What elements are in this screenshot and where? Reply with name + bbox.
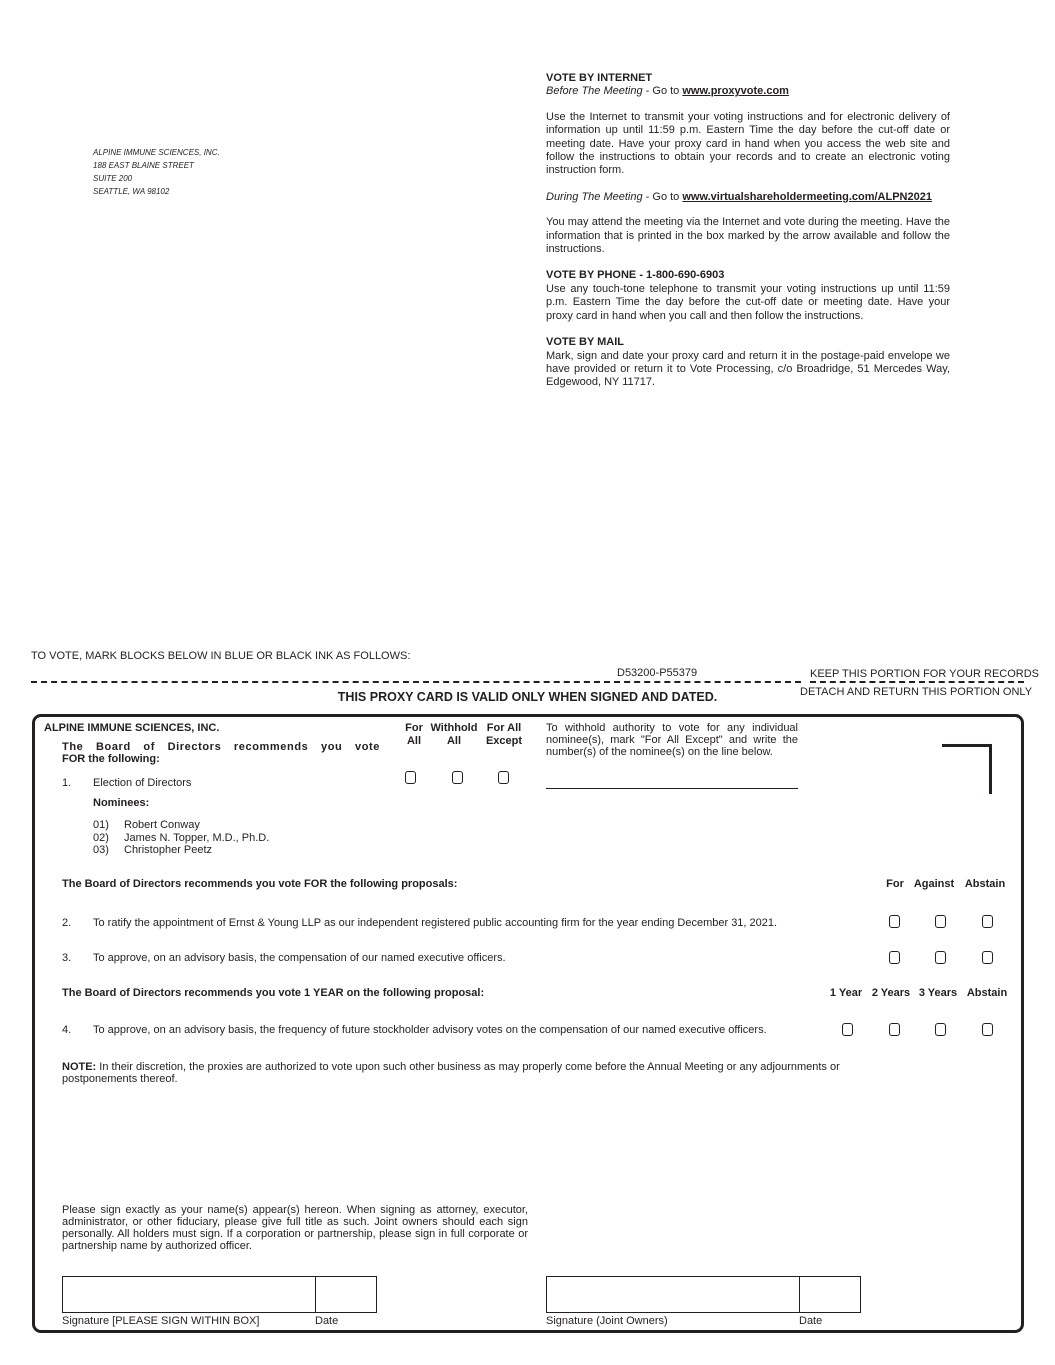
nominee-row: [93, 844, 269, 857]
date-label: Date: [315, 1315, 339, 1327]
item3-abstain-checkbox[interactable]: [982, 951, 993, 964]
item2-number: 2.: [62, 917, 72, 929]
item1-text: Election of Directors: [93, 777, 192, 789]
item3-against-checkbox[interactable]: [935, 951, 946, 964]
detach-line: [31, 681, 801, 683]
detach-portion-label: DETACH AND RETURN THIS PORTION ONLY: [800, 686, 1033, 698]
frequency-heading: The Board of Directors recommends you vote 1 YEAR on the following proposal:: [62, 987, 485, 999]
vote-phone-text: Use any touch-tone telephone to transmit your voting instructions up until 11:59 p.m. Eastern Time the day before the cut-off date or meeting date. Have your proxy card in hand when you call and then follow the instructions.: [546, 282, 950, 322]
nominee-row: [93, 832, 269, 845]
for-all-except-checkbox[interactable]: [498, 771, 509, 784]
board-rec-line2: FOR the following:: [62, 753, 160, 765]
nominee-number: 01): [93, 819, 109, 831]
keep-portion-label: KEEP THIS PORTION FOR YOUR RECORDS: [810, 668, 1040, 680]
nominee-name: James N. Topper, M.D., Ph.D.: [124, 831, 270, 844]
col-abstain: Abstain: [964, 878, 1006, 890]
before-goto: - Go to: [642, 85, 683, 98]
valid-notice: THIS PROXY CARD IS VALID ONLY WHEN SIGNED AND DATED.: [337, 690, 718, 704]
during-goto: - Go to: [642, 190, 683, 203]
item4-2-years-checkbox[interactable]: [889, 1023, 900, 1036]
address-line: SUITE 200: [93, 174, 133, 183]
col-1-year: 1 Year: [829, 987, 863, 999]
col-3-years: 3 Years: [918, 987, 958, 999]
control-number: D53200-P55379: [613, 667, 701, 680]
company-name: ALPINE IMMUNE SCIENCES, INC.: [44, 722, 220, 734]
nominee-row: [93, 819, 269, 832]
address-line: ALPINE IMMUNE SCIENCES, INC.: [93, 148, 220, 157]
nominee-name: Christopher Peetz: [124, 844, 213, 856]
proposals-heading: The Board of Directors recommends you vote FOR the following proposals:: [62, 878, 458, 890]
item4-text: To approve, on an advisory basis, the frequency of future stockholder advisory votes on the compensation of our named executive officers.: [93, 1024, 767, 1036]
signature-label: Signature [PLEASE SIGN WITHIN BOX]: [62, 1315, 260, 1327]
item2-abstain-checkbox[interactable]: [982, 915, 993, 928]
col-except-line: Except: [485, 735, 523, 748]
during-meeting-line: [546, 191, 950, 204]
before-meeting-text: Use the Internet to transmit your voting instructions and for electronic delivery of information up until 11:59 p.m. Eastern Time the day before the cut-off date or meeting date. Have your proxy card in hand when you access the web site and follow the instructions to obtain your records and to create an electronic voting instruction form.: [546, 110, 950, 177]
during-meeting-text: You may attend the meeting via the Internet and vote during the meeting. Have the information that is printed in the box marked by the arrow available and follow the instructions.: [546, 216, 950, 256]
item4-3-years-checkbox[interactable]: [935, 1023, 946, 1036]
item3-number: 3.: [62, 952, 72, 964]
nominee-number: 02): [93, 831, 109, 844]
for-all-checkbox[interactable]: [405, 771, 416, 784]
board-rec-line1: The Board of Directors recommends you vote: [62, 741, 380, 753]
col-for-all-line: All: [406, 735, 422, 748]
proxyvote-link[interactable]: www.proxyvote.com: [682, 85, 789, 98]
joint-signature-label: Signature (Joint Owners): [546, 1315, 668, 1327]
vote-phone-heading: VOTE BY PHONE - 1-800-690-6903: [546, 269, 725, 282]
nominees-label: Nominees:: [93, 797, 150, 809]
ink-instruction: TO VOTE, MARK BLOCKS BELOW IN BLUE OR BLACK INK AS FOLLOWS:: [31, 650, 411, 662]
nominee-write-in-line[interactable]: [546, 788, 798, 789]
col-withhold-line: All: [446, 735, 462, 748]
joint-date-label: Date: [799, 1315, 823, 1327]
item2-for-checkbox[interactable]: [889, 915, 900, 928]
control-box-corner-marker: [942, 744, 992, 794]
joint-date-box[interactable]: [799, 1276, 861, 1313]
vote-internet-heading: VOTE BY INTERNET: [546, 72, 653, 84]
note-label: NOTE:: [62, 1061, 97, 1073]
signature-box[interactable]: [62, 1276, 316, 1313]
address-line: 188 EAST BLAINE STREET: [93, 161, 194, 170]
col-abstain-frequency: Abstain: [966, 987, 1008, 999]
nominee-list: [93, 819, 269, 857]
item3-text: To approve, on an advisory basis, the compensation of our named executive officers.: [93, 952, 506, 964]
note: [62, 1061, 868, 1085]
nominee-number: 03): [93, 844, 109, 856]
col-2-years: 2 Years: [871, 987, 911, 999]
date-box[interactable]: [315, 1276, 377, 1313]
withhold-all-checkbox[interactable]: [452, 771, 463, 784]
col-against: Against: [913, 878, 955, 890]
item4-number: 4.: [62, 1024, 72, 1036]
col-for: For: [886, 878, 904, 890]
virtual-meeting-link[interactable]: www.virtualshareholdermeeting.com/ALPN2021: [682, 190, 932, 203]
withhold-instructions: To withhold authority to vote for any individual nominee(s), mark "For All Except" and write the number(s) of the nominee(s) on the line below.: [546, 722, 798, 758]
col-for-all-line: For: [405, 722, 423, 734]
during-meeting-label: During The Meeting: [546, 190, 643, 203]
nominee-name: Robert Conway: [124, 819, 200, 831]
col-for-all-except: [482, 722, 526, 749]
vote-mail-heading: VOTE BY MAIL: [546, 336, 625, 349]
item4-abstain-checkbox[interactable]: [982, 1023, 993, 1036]
before-meeting-line: [546, 85, 950, 98]
before-meeting-label: Before The Meeting: [546, 85, 643, 98]
col-withhold-all: [427, 722, 481, 749]
item4-1-year-checkbox[interactable]: [842, 1023, 853, 1036]
return-address: [93, 146, 220, 198]
address-line: SEATTLE, WA 98102: [93, 187, 170, 196]
col-for-all: [400, 722, 428, 749]
note-text: In their discretion, the proxies are authorized to vote upon such other business as may properly come before the Annual Meeting or any adjournments or postponements thereof.: [62, 1061, 840, 1085]
col-except-line: For All: [486, 722, 522, 734]
item2-against-checkbox[interactable]: [935, 915, 946, 928]
item1-number: 1.: [62, 777, 72, 789]
vote-mail-text: Mark, sign and date your proxy card and return it in the postage-paid envelope we have provided or return it to Vote Processing, c/o Broadridge, 51 Mercedes Way, Edgewood, NY 11717.: [546, 349, 950, 389]
col-withhold-line: Withhold: [430, 722, 478, 734]
voting-instructions: [546, 72, 950, 403]
sign-instructions: Please sign exactly as your name(s) appear(s) hereon. When signing as attorney, executor, administrator, or other fiduciary, please give full title as such. Joint owners should each sign personally. All holders must sign. If a corporation or partnership, please sign in full corporate or partnership name by authorized officer.: [62, 1204, 528, 1252]
item3-for-checkbox[interactable]: [889, 951, 900, 964]
item2-text: To ratify the appointment of Ernst & Young LLP as our independent registered public accounting firm for the year ending December 31, 2021.: [93, 917, 778, 929]
joint-signature-box[interactable]: [546, 1276, 800, 1313]
